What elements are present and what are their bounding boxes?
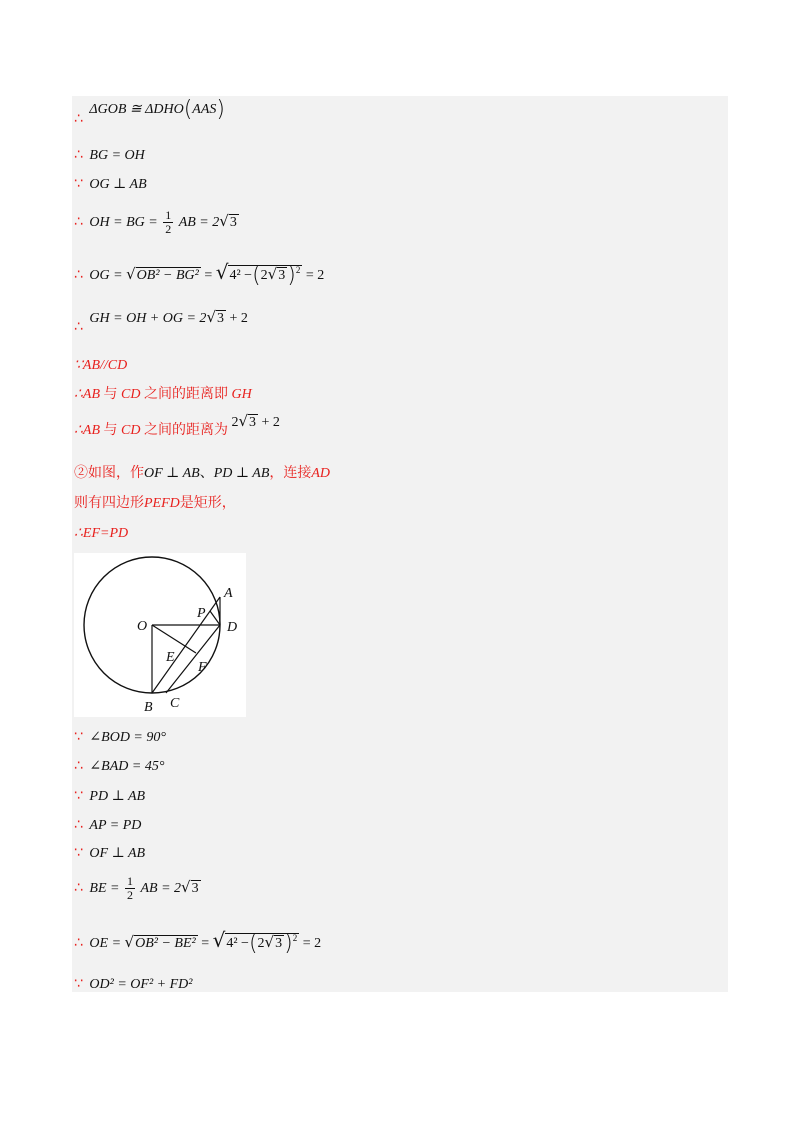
step-og-value: ∴ OG = $√OB^2 - BG^2 = √4^2 -(2√3)^2 = 2$ xyxy=(74,260,325,288)
step-distance-value: ∴AB 与 CD 之间的距离为 2√3 + 2 xyxy=(74,412,280,438)
step-od-squared: ∵ OD² = OF² + FD² xyxy=(74,976,193,992)
fraction-one-half-2: $\frac{1}{2}$ xyxy=(126,874,133,903)
step-bg-eq-oh: ∴ BG = OH xyxy=(74,147,145,163)
therefore-symbol: ∴ xyxy=(74,111,83,127)
step-congruence: ∴ ΔGOB ≅ ΔDHO(AAS) xyxy=(74,96,225,127)
step-ap-eq-pd: ∴ AP = PD xyxy=(74,817,142,833)
step-construction: ②如图，作OF ⊥ AB、PD ⊥ AB，连接AD xyxy=(74,466,331,481)
step-ab-parallel-cd: ∵AB//CD xyxy=(74,358,128,373)
circle-diagram xyxy=(74,553,246,717)
step-gh-value: ∴ GH = OH + OG = 2√3 + 2 xyxy=(74,308,248,335)
label-e: E xyxy=(166,650,175,665)
label-a: A xyxy=(224,586,233,601)
step-bad-45: ∴ ∠BAD = 45° xyxy=(74,758,165,774)
segment-of xyxy=(152,625,196,653)
step-og-perp-ab: ∵ OG ⊥ AB xyxy=(74,176,147,192)
label-c: C xyxy=(170,696,180,711)
step-rectangle: 则有四边形PEFD是矩形， xyxy=(74,496,236,511)
geometry-figure xyxy=(74,553,246,717)
step-of-perp-ab: ∵ OF ⊥ AB xyxy=(74,845,146,861)
label-d: D xyxy=(227,620,238,635)
step-be-value: ∴ BE = $\frac{1}{2}$ AB = 2√3 xyxy=(74,874,199,903)
step-ef-eq-pd: ∴EF=PD xyxy=(74,526,129,541)
fraction-one-half: $\frac{1}{2}$ xyxy=(165,208,172,237)
label-o: O xyxy=(137,619,148,634)
step-oe-value: ∴ OE = $√OB^2 - BE^2 = √4^2 -(2√3)^2 = 2$ xyxy=(74,928,322,956)
label-b: B xyxy=(144,700,153,715)
label-f: F xyxy=(198,660,207,675)
step-distance-is-gh: ∴AB 与 CD 之间的距离即 GH xyxy=(74,387,252,402)
step-oh-value: ∴ OH = BG = $\frac{1}{2}$ AB = 2√3 xyxy=(74,208,237,237)
step-pd-perp-ab: ∵ PD ⊥ AB xyxy=(74,788,146,804)
step-bod-90: ∵ ∠BOD = 90° xyxy=(74,729,166,745)
label-p: P xyxy=(197,606,206,621)
